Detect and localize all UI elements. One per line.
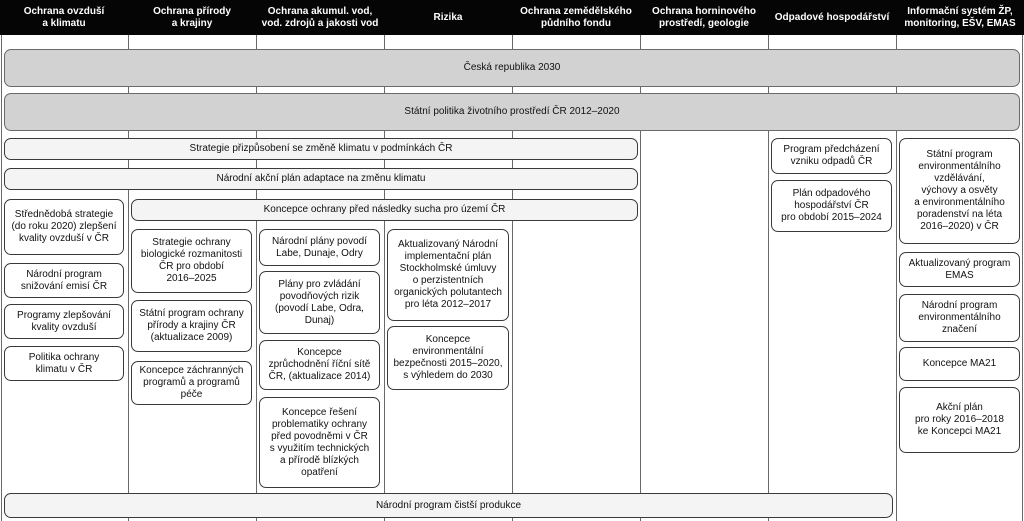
- box-koncepce-environmentalni-bezpecnosti: Koncepce environmentální bezpečnosti 2015–2020, s výhledem do 2030: [387, 326, 509, 390]
- column-header-priroda: Ochrana přírody a krajiny: [153, 5, 231, 29]
- box-koncepce-ma21: Koncepce MA21: [899, 347, 1020, 381]
- column-header-odpady: Odpadové hospodářství: [774, 11, 890, 23]
- box-plan-odpadoveho-hospodarstvi: Plán odpadového hospodářství ČR pro období 2015–2024: [771, 180, 892, 232]
- box-strategie-prizpusobeni: Strategie přizpůsobení se změně klimatu v podmínkách ČR: [4, 138, 638, 160]
- box-akcni-plan-ma21: Akční plán pro roky 2016–2018 ke Koncepci MA21: [899, 387, 1020, 453]
- column-header-ovzdusi: Ochrana ovzduší a klimatu: [23, 5, 105, 29]
- box-statni-politika-zp: Státní politika životního prostředí ČR 2012–2020: [4, 93, 1020, 131]
- box-ceska-republika-2030: Česká republika 2030: [4, 49, 1020, 87]
- box-plany-povodnovych-rizik: Plány pro zvládání povodňových rizik (povodí Labe, Odra, Dunaj): [259, 271, 380, 334]
- box-strategie-biologicke-rozmanitosti: Strategie ochrany biologické rozmanitosti ČR pro období 2016–2025: [131, 229, 252, 293]
- column-header-zpf: Ochrana zemědělského půdního fondu: [520, 5, 632, 29]
- column-header-geologie: Ochrana horninového prostředí, geologie: [652, 5, 756, 29]
- column-header-bar: [0, 0, 1024, 35]
- column-divider: [1, 35, 2, 521]
- box-koncepce-zpruchodneni: Koncepce zprůchodnění říční sítě ČR, (aktualizace 2014): [259, 340, 380, 390]
- box-koncepce-zachrannych-programu: Koncepce záchranných programů a programů péče: [131, 361, 252, 405]
- box-statni-program-ev: Státní program environmentálního vzdělávání, výchovy a osvěty a environmentálního poradenství na léta 2016–2020) v ČR: [899, 138, 1020, 244]
- box-strategie-kvality-ovzdusi: Střednědobá strategie (do roku 2020) zlepšení kvality ovzduší v ČR: [4, 199, 124, 255]
- box-narodni-plany-povodi: Národní plány povodí Labe, Dunaje, Odry: [259, 229, 380, 266]
- box-politika-ochrany-klimatu: Politika ochrany klimatu v ČR: [4, 346, 124, 381]
- box-koncepce-sucha: Koncepce ochrany před následky sucha pro území ČR: [131, 199, 638, 221]
- column-header-informacni-system: Informační systém ŽP, monitoring, EŠV, EMAS: [904, 5, 1016, 29]
- box-program-emas: Aktualizovaný program EMAS: [899, 252, 1020, 287]
- box-implementacni-plan-stockholm: Aktualizovaný Národní implementační plán Stockholmské úmluvy o perzistentních organických polutantech pro léta 2012–2017: [387, 229, 509, 321]
- box-narodni-program-cistsi-produkce: Národní program čistší produkce: [4, 493, 893, 518]
- column-header-vody: Ochrana akumul. vod, vod. zdrojů a jakosti vod: [261, 5, 379, 29]
- box-narodni-akcni-plan-adaptace: Národní akční plán adaptace na změnu klimatu: [4, 168, 638, 190]
- box-programy-zlepsovani-ovzdusi: Programy zlepšování kvality ovzduší: [4, 304, 124, 339]
- box-program-environmentalniho-znaceni: Národní program environmentálního značení: [899, 294, 1020, 342]
- column-header-rizika: Rizika: [433, 11, 463, 23]
- box-program-predchazeni-odpadu: Program předcházení vzniku odpadů ČR: [771, 138, 892, 174]
- box-program-snizovani-emisi: Národní program snižování emisí ČR: [4, 263, 124, 298]
- box-statni-program-ochrany-prirody: Státní program ochrany přírody a krajiny ČR (aktualizace 2009): [131, 300, 252, 352]
- column-divider: [1022, 35, 1023, 521]
- box-koncepce-povodne: Koncepce řešení problematiky ochrany před povodněmi v ČR s využitím technických a přírodě blízkých opatření: [259, 397, 380, 488]
